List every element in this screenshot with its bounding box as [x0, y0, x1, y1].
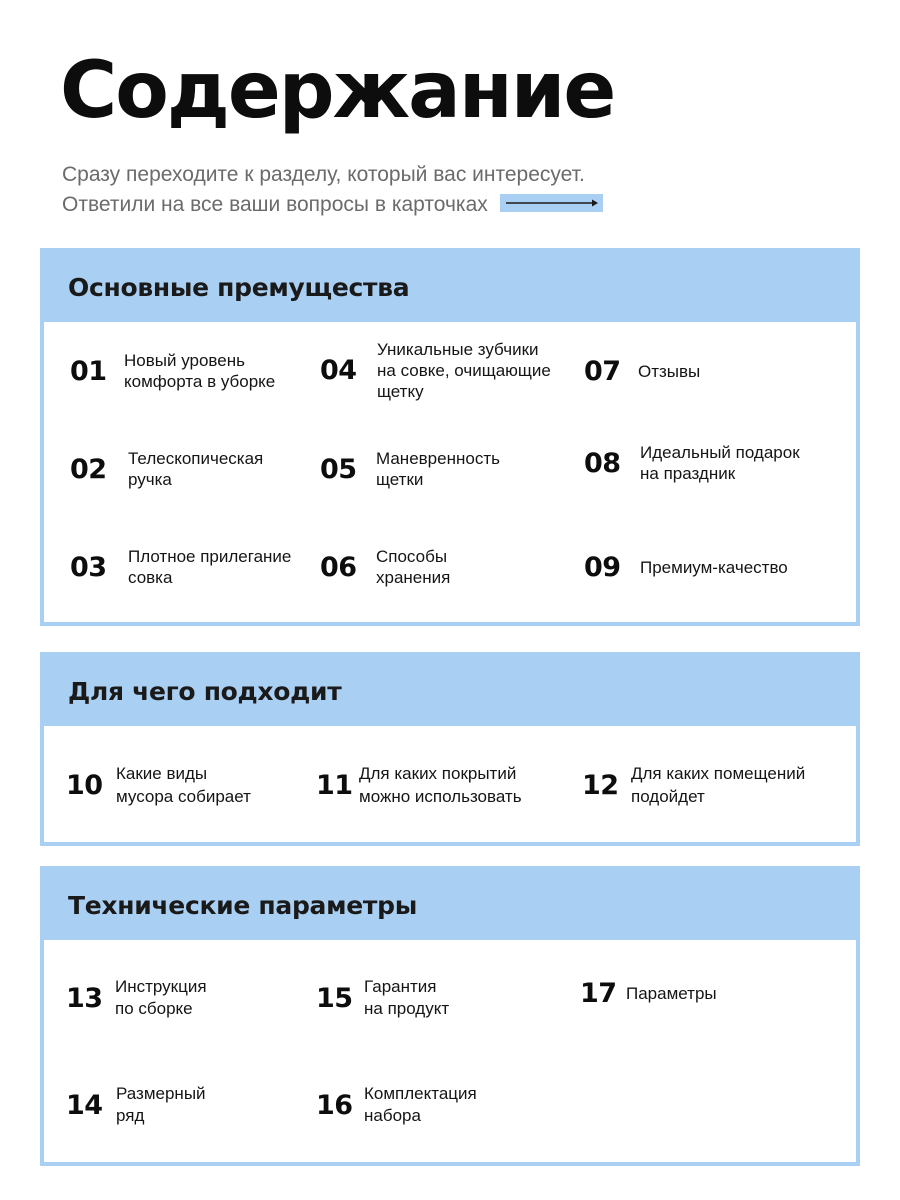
toc-item-04[interactable]: [320, 339, 551, 402]
toc-label: Новый уровень комфорта в уборке: [124, 351, 276, 391]
toc-label: Способы хранения: [376, 547, 451, 587]
toc-number: 14: [66, 1089, 103, 1121]
toc-number: 16: [316, 1089, 353, 1121]
toc-number: 05: [320, 453, 357, 485]
toc-label: Инструкция по сборке: [115, 977, 207, 1018]
page-subtitle: [62, 160, 603, 220]
toc-item-09[interactable]: [584, 552, 788, 583]
section-title[interactable]: Технические параметры: [68, 890, 417, 920]
toc-label: Идеальный подарок на праздник: [640, 443, 800, 483]
section-header: [44, 870, 856, 940]
toc-item-15[interactable]: [316, 976, 449, 1020]
toc-label: Уникальные зубчики на совке, очищающие щетку: [377, 340, 551, 401]
toc-label: Комплектация набора: [364, 1084, 477, 1125]
toc-number: 11: [316, 769, 353, 801]
toc-number: 12: [582, 769, 619, 801]
toc-item-13[interactable]: [66, 976, 207, 1020]
section-title[interactable]: Для чего подходит: [68, 676, 342, 706]
toc-label: Какие виды мусора собирает: [116, 764, 251, 806]
toc-label: Премиум-качество: [640, 558, 788, 577]
toc-number: 15: [316, 982, 353, 1014]
toc-label: Плотное прилегание совка: [128, 547, 292, 587]
toc-label: Маневренность щетки: [376, 449, 500, 489]
toc-item-10[interactable]: [66, 762, 251, 808]
toc-item-05[interactable]: [320, 448, 500, 490]
toc-item-07[interactable]: [584, 356, 700, 387]
section-main-advantages: [40, 248, 860, 626]
toc-item-06[interactable]: [320, 546, 450, 588]
section-title[interactable]: Основные премущества: [68, 272, 410, 302]
section-suitable-for: [40, 652, 860, 846]
toc-number: 08: [584, 447, 621, 479]
toc-number: 06: [320, 551, 357, 583]
toc-item-08[interactable]: [584, 442, 800, 484]
toc-label: Для каких помещений подойдет: [631, 764, 806, 806]
toc-item-12[interactable]: [582, 762, 805, 808]
toc-item-02[interactable]: [70, 448, 263, 490]
toc-label: Телескопическая ручка: [128, 449, 264, 489]
toc-number: 01: [70, 355, 107, 387]
toc-number: 03: [70, 551, 107, 583]
toc-number: 02: [70, 453, 107, 485]
subtitle-line-1: Сразу переходите к разделу, который вас интересует.: [62, 163, 585, 186]
toc-label: Для каких покрытий можно использовать: [359, 764, 522, 806]
toc-label: Размерный ряд: [116, 1084, 206, 1125]
toc-number: 07: [584, 356, 621, 387]
toc-item-16[interactable]: [316, 1083, 477, 1127]
toc-label: Гарантия на продукт: [364, 977, 450, 1018]
toc-item-14[interactable]: [66, 1083, 206, 1127]
toc-item-17[interactable]: [580, 978, 717, 1009]
toc-number: 09: [584, 552, 621, 583]
subtitle-line-2: [62, 190, 603, 220]
toc-item-03[interactable]: [70, 546, 291, 588]
toc-number: 04: [320, 355, 357, 386]
section-header: [44, 656, 856, 726]
toc-label: Отзывы: [638, 362, 701, 381]
section-technical-parameters: [40, 866, 860, 1166]
toc-item-01[interactable]: [70, 350, 275, 392]
subtitle-line-2-text: Ответили на все ваши вопросы в карточках: [62, 193, 488, 216]
toc-number: 13: [66, 982, 103, 1014]
toc-number: 10: [66, 769, 103, 801]
arrow-right-icon: [500, 194, 603, 212]
section-header: [44, 252, 856, 322]
toc-number: 17: [580, 978, 617, 1009]
toc-label: Параметры: [626, 984, 717, 1003]
page-title: Содержание: [60, 46, 615, 136]
toc-item-11[interactable]: [316, 762, 522, 808]
